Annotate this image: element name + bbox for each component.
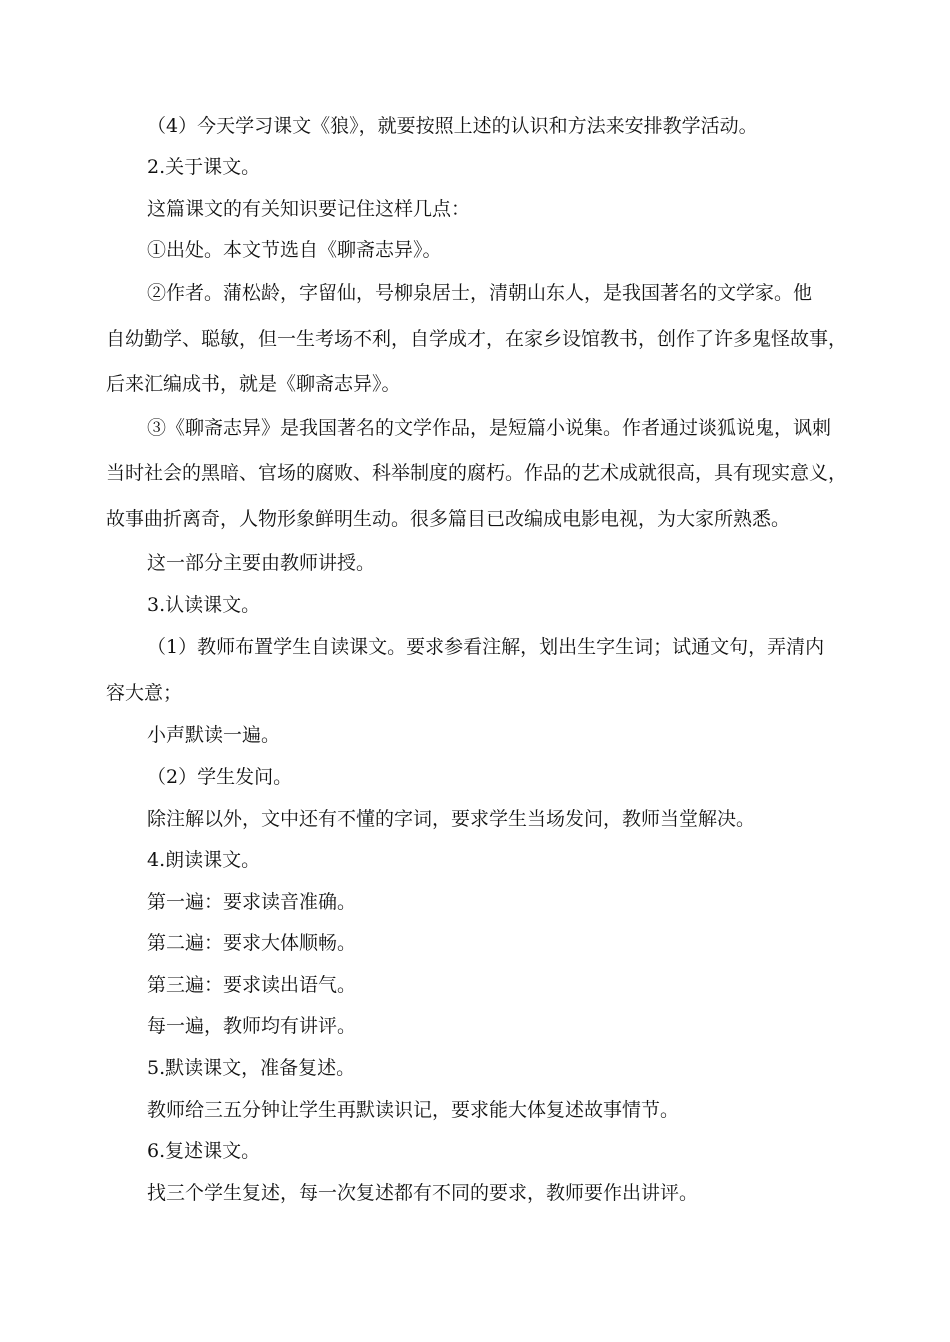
text-line-14: 容大意；	[106, 682, 183, 704]
text-line-6: 自幼勤学、聪敏，但一生考场不利，自学成才，在家乡设馆教书，创作了许多鬼怪故事，	[106, 328, 848, 350]
text-line-3: 这篇课文的有关知识要记住这样几点：	[147, 198, 471, 220]
section-heading-2: 2.关于课文。	[147, 156, 261, 178]
text-line-8: ③《聊斋志异》是我国著名的文学作品，是短篇小说集。作者通过谈狐说鬼，讽刺	[147, 417, 832, 439]
text-line-7: 后来汇编成书，就是《聊斋志异》。	[106, 373, 401, 395]
text-line-9: 当时社会的黑暗、官场的腐败、科举制度的腐朽。作品的艺术成就很高，具有现实意义，	[106, 462, 848, 484]
section-heading-5: 5.默读课文，准备复述。	[147, 1057, 356, 1079]
text-line-22: 每一遍，教师均有讲评。	[147, 1015, 357, 1037]
text-line-11: 这一部分主要由教师讲授。	[147, 552, 376, 574]
section-heading-3: 3.认读课文。	[147, 594, 261, 616]
text-line-5: ②作者。蒲松龄，字留仙，号柳泉居士，清朝山东人，是我国著名的文学家。他	[147, 282, 813, 304]
text-line-15: 小声默读一遍。	[147, 724, 281, 746]
text-line-17: 除注解以外，文中还有不懂的字词，要求学生当场发问，教师当堂解决。	[147, 808, 756, 830]
text-line-13: （1）教师布置学生自读课文。要求参看注解，划出生字生词；试通文句，弄清内	[147, 636, 825, 658]
text-line-26: 找三个学生复述，每一次复述都有不同的要求，教师要作出讲评。	[147, 1182, 699, 1204]
section-heading-6: 6.复述课文。	[147, 1140, 261, 1162]
text-line-19: 第一遍：要求读音准确。	[147, 891, 357, 913]
text-line-24: 教师给三五分钟让学生再默读识记，要求能大体复述故事情节。	[147, 1099, 680, 1121]
text-line-16: （2）学生发问。	[147, 766, 293, 788]
section-heading-4: 4.朗读课文。	[147, 849, 261, 871]
text-line-4: ①出处。本文节选自《聊斋志异》。	[147, 239, 442, 261]
text-line-21: 第三遍：要求读出语气。	[147, 974, 357, 996]
text-line-10: 故事曲折离奇，人物形象鲜明生动。很多篇目已改编成电影电视，为大家所熟悉。	[106, 508, 791, 530]
text-line-20: 第二遍：要求大体顺畅。	[147, 932, 357, 954]
text-line-1: （4）今天学习课文《狼》，就要按照上述的认识和方法来安排教学活动。	[147, 115, 758, 137]
